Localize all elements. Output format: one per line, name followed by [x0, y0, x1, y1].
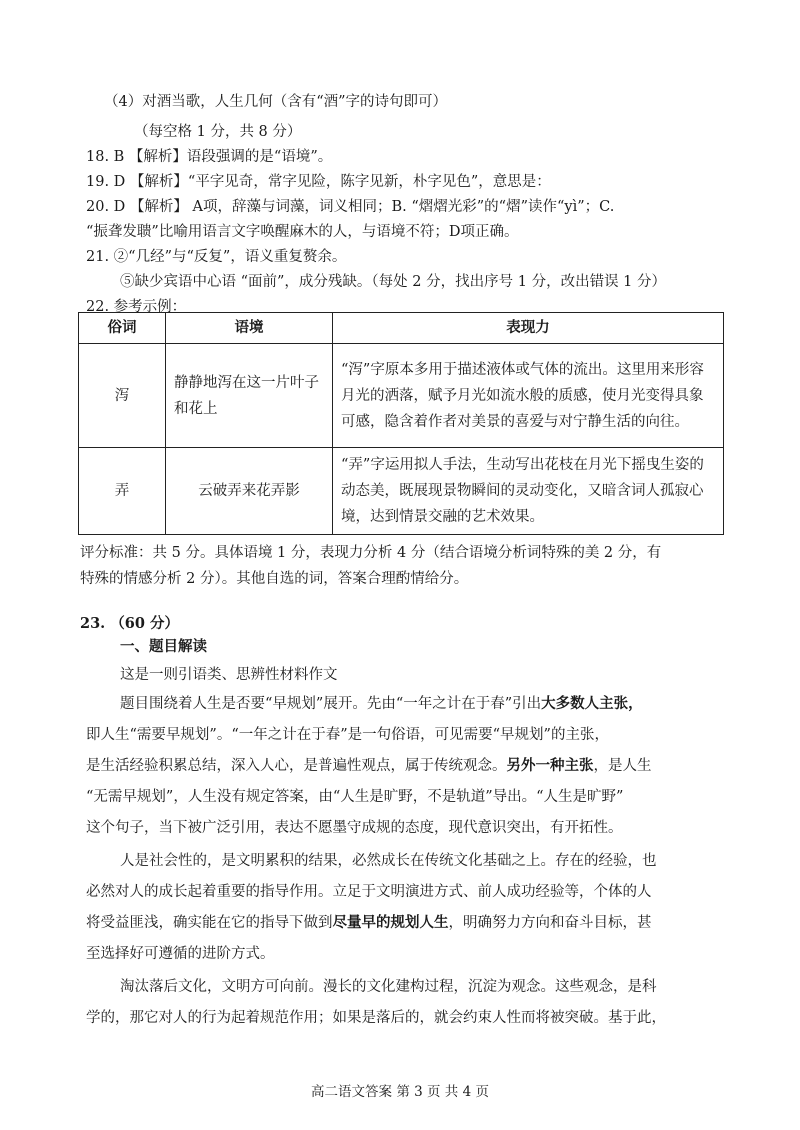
q20-answer-line1: 20. D 【解析】 A项，辞藻与词藻，词义相同；B. “熠熠光彩”的“熠”读作“yì”；C.	[86, 199, 615, 215]
table-cell-context: 云破弄来花弄影	[166, 448, 333, 535]
para1-line3	[86, 753, 652, 779]
page-footer: 高二语文答案 第 3 页 共 4 页	[311, 1084, 489, 1100]
section-title: 一、题目解读	[120, 638, 207, 655]
para3-line1: 淘汰落后文化，文明方可向前。漫长的文化建构过程，沉淀为观念。这些观念，是科	[120, 979, 657, 995]
q20-answer-line2: “振聋发聩”比喻用语言文字唤醒麻木的人，与语境不符；D项正确。	[86, 224, 519, 240]
table-cell-word: 泻	[79, 344, 166, 448]
scoring-line1: 评分标准：共 5 分。具体语境 1 分，表现力分析 4 分（结合语境分析词特殊的美 2 分，有	[80, 545, 662, 561]
table-header-row	[79, 313, 724, 344]
text-segment: ，明确努力方向和奋斗目标，甚	[448, 915, 652, 931]
text-segment: 将受益匪浅，确实能在它的指导下做到	[86, 915, 333, 931]
text-segment: 题目围绕着人生是否要“早规划”展开。先由“一年之计在于春”引出	[120, 696, 542, 712]
q19-answer: 19. D 【解析】“平字见奇，常字见险，陈字见新，朴字见色”，意思是：	[86, 174, 551, 190]
text-segment: ，是人生	[593, 758, 652, 774]
q18-answer: 18. B 【解析】语段强调的是“语境”。	[86, 149, 333, 165]
table-header-context: 语境	[166, 313, 333, 344]
q23-heading: 23. （60 分）	[80, 615, 180, 632]
table-cell-effect: “弄”字运用拟人手法，生动写出花枝在月光下摇曳生姿的动态美，既展现景物瞬间的灵动变化，又暗含词人孤寂心境，达到情景交融的艺术效果。	[333, 448, 724, 535]
para2-line4: 至选择好可遵循的进阶方式。	[86, 946, 275, 962]
q17-line: （4）对酒当歌，人生几何（含有“酒”字的诗句即可）	[104, 94, 448, 110]
para2-line1: 人是社会性的，是文明累积的结果，必然成长在传统文化基础之上。存在的经验，也	[120, 853, 657, 869]
para2-line2: 必然对人的成长起着重要的指导作用。立足于文明演进方式、前人成功经验等，个体的人	[86, 884, 652, 900]
emphasis-other-view: 另外一种主张	[506, 757, 594, 774]
para1-line4: “无需早规划”，人生没有规定答案，由“人生是旷野，不是轨道”导出。“人生是旷野”	[86, 789, 624, 805]
para3-line2: 学的，那它对人的行为起着规范作用；如果是落后的，就会约束人性而将被突破。基于此，	[86, 1010, 666, 1026]
table-header-effect: 表现力	[333, 313, 724, 344]
q21-answer-line1: 21. ②“几经”与“反复”，语义重复赘余。	[86, 249, 347, 265]
table-header-word: 俗词	[79, 313, 166, 344]
emphasis-majority: 大多数人主张，	[541, 695, 643, 712]
table-row	[79, 448, 724, 535]
para1-line1	[120, 691, 643, 717]
q21-answer-line2: ⑤缺少宾语中心语 “面前”，成分残缺。（每处 2 分，找出序号 1 分，改出错误 1 分）	[120, 274, 667, 290]
text-segment: 是生活经验积累总结，深入人心，是普遍性观点，属于传统观念。	[86, 758, 507, 774]
table-row	[79, 344, 724, 448]
table-cell-effect: “泻”字原本多用于描述液体或气体的流出。这里用来形容月光的洒落，赋予月光如流水般的质感，使月光变得具象可感，隐含着作者对美景的喜爱与对宁静生活的向往。	[333, 344, 724, 448]
table-cell-word: 弄	[79, 448, 166, 535]
essay-type: 这是一则引语类、思辨性材料作文	[120, 667, 338, 683]
q17-score: （每空格 1 分，共 8 分）	[134, 124, 302, 140]
scoring-line2: 特殊的情感分析 2 分）。其他自选的词，答案合理酌情给分。	[80, 571, 469, 587]
q22-heading: 22. 参考示例：	[86, 299, 187, 315]
q22-example-table	[78, 312, 724, 535]
emphasis-early-plan: 尽量早的规划人生	[332, 914, 449, 931]
para2-line3	[86, 910, 652, 936]
para1-line2: 即人生“需要早规划”。“一年之计在于春”是一句俗语，可见需要“早规划”的主张，	[86, 727, 609, 743]
table-cell-context: 静静地泻在这一片叶子和花上	[166, 344, 333, 448]
para1-line5: 这个句子，当下被广泛引用，表达不愿墨守成规的态度，现代意识突出，有开拓性。	[86, 820, 623, 836]
